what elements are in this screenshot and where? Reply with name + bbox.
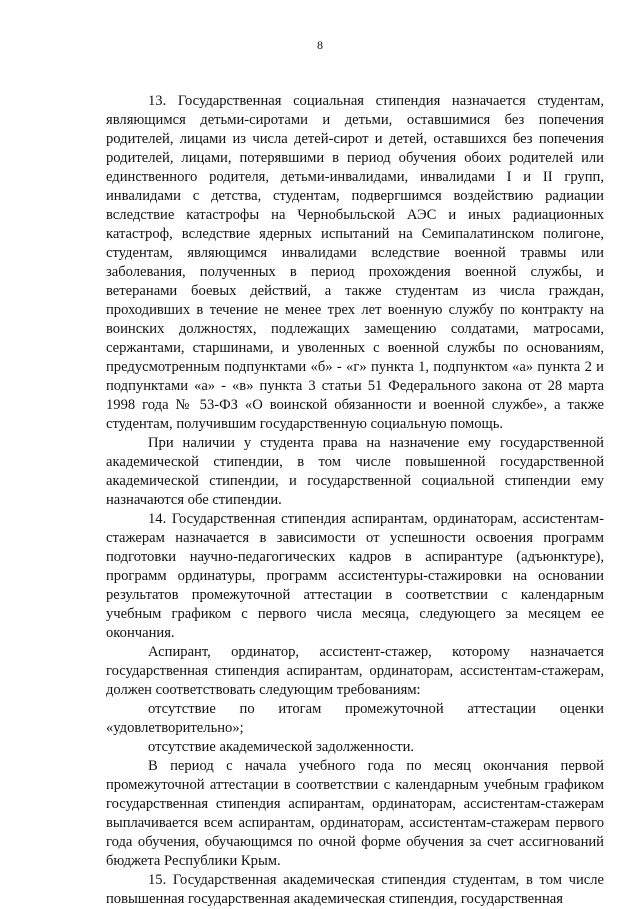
paragraph-both-stipends: При наличии у студента права на назначение ему государственной академической стипендии, в том числе повышенной государственной академической стипендии, и государственной социальной стипендии ему назначаются обе стипендии. (106, 435, 604, 508)
paragraph-14-postgraduate-stipend: 14. Государственная стипендия аспирантам, ординаторам, ассистентам-стажерам назначается в зависимости от успешности освоения программ подготовки научно-педагогических кадров в аспирантуре (адъюнктуре), программ ординатуры, программ ассистентуры-стажировки на основании результатов промежуточной аттестации в соответствии с календарным учебным графиком с первого числа месяца, следующего за месяцем ее окончания. (106, 511, 604, 641)
page-number: 8 (317, 38, 323, 52)
paragraph-15-academic-stipend: 15. Государственная академическая стипендия студентам, в том числе повышенная государственная академическая стипендия, государственная (106, 872, 604, 907)
paragraph-requirements-intro: Аспирант, ординатор, ассистент-стажер, которому назначается государственная стипендия аспирантам, ординаторам, ассистентам-стажерам, должен соответствовать следующим требованиям: (106, 644, 604, 698)
paragraph-first-year-payment: В период с начала учебного года по месяц окончания первой промежуточной аттестации в соответствии с календарным учебным графиком государственная стипендия аспирантам, ординаторам, ассистентам-стажерам выплачивается всем аспирантам, ординаторам, ассистентам-стажерам первого года обучения, обучающимся по очной форме обучения за счет ассигнований бюджета Республики Крым. (106, 758, 604, 869)
paragraph-requirement-no-satisfactory: отсутствие по итогам промежуточной аттестации оценки «удовлетворительно»; (106, 701, 604, 736)
paragraph-requirement-no-debt: отсутствие академической задолженности. (148, 739, 415, 755)
paragraph-13-social-stipend: 13. Государственная социальная стипендия назначается студентам, являющимся детьми-сиротами и детьми, оставшимися без попечения родителей, лицами из числа детей-сирот и детей, оставшихся без попечения родителей, лицами, потерявшими в период обучения обоих родителей или единственного родителя, детьми-инвалидами, инвалидами I и II групп, инвалидами с детства, студентам, подвергшимся воздействию радиации вследствие катастрофы на Чернобыльской АЭС и иных радиационных катастроф, вследствие ядерных испытаний на Семипалатинском полигоне, студентам, являющимся инвалидами вследствие военной травмы или заболевания, полученных в период прохождения военной службы, и ветеранами боевых действий, а также студентам из числа граждан, проходивших в течение не менее трех лет военную службу по контракту на воинских должностях, подлежащих замещению солдатами, матросами, сержантами, старшинами, и уволенных с военной службы по основаниям, предусмотренным подпунктами «б» - «г» пункта 1, подпунктом «а» пункта 2 и подпунктами «а» - «в» пункта 3 статьи 51 Федерального закона от 28 марта 1998 года № 53-ФЗ «О воинской обязанности и военной службе», а также студентам, получившим государственную социальную помощь. (106, 93, 604, 432)
document-body (106, 92, 604, 909)
